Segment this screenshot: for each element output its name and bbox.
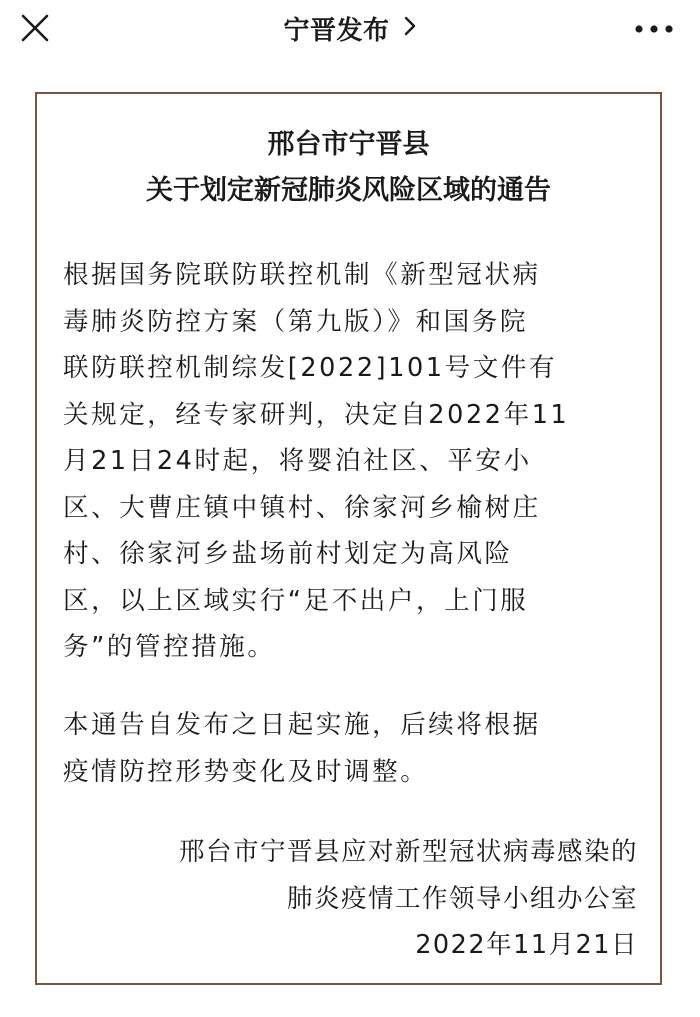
signature-office: 肺炎疫情工作领导小组办公室 xyxy=(286,883,638,914)
paragraph-line: 区，以上区域实行“足不出户，上门服 xyxy=(63,585,529,616)
paragraph-line: 联防联控机制综发[2022]101号文件有 xyxy=(63,353,558,383)
paragraph-line: 区、大曹庄镇中镇村、徐家河乡榆树庄 xyxy=(63,492,541,523)
signature-date: 2022年11月21日 xyxy=(415,930,638,960)
notice-title-line-1: 邢台市宁晋县 xyxy=(267,129,430,160)
account-title: 宁晋发布 xyxy=(283,16,390,46)
top-navigation-bar xyxy=(0,0,700,56)
paragraph-line: 本通告自发布之日起实施，后续将根据 xyxy=(63,710,541,740)
account-title-link[interactable] xyxy=(0,10,700,47)
paragraph-line: 疫情防控形势变化及时调整。 xyxy=(63,756,429,787)
notice-card xyxy=(35,92,662,985)
chevron-right-icon xyxy=(403,15,417,41)
more-options-button[interactable] xyxy=(630,18,678,40)
paragraph-line: 村、徐家河乡盐场前村划定为高风险 xyxy=(63,539,513,569)
notice-signature xyxy=(179,829,638,969)
paragraph-line: 务”的管控措施。 xyxy=(63,632,276,662)
notice-title-line-2: 关于划定新冠肺炎风险区域的通告 xyxy=(146,175,551,206)
notice-paragraph-2 xyxy=(63,702,643,795)
signature-issuer: 邢台市宁晋县应对新型冠状病毒感染的 xyxy=(178,837,638,867)
paragraph-line: 毒肺炎防控方案（第九版）》和国务院 xyxy=(63,306,528,337)
notice-paragraph-1 xyxy=(63,252,643,671)
paragraph-line: 月21日24时起，将婴泊社区、平安小 xyxy=(63,446,532,476)
paragraph-line: 关规定，经专家研判，决定自2022年11 xyxy=(63,399,570,430)
more-horizontal-icon xyxy=(630,18,678,40)
paragraph-line: 根据国务院联防联控机制《新型冠状病 xyxy=(63,260,541,290)
